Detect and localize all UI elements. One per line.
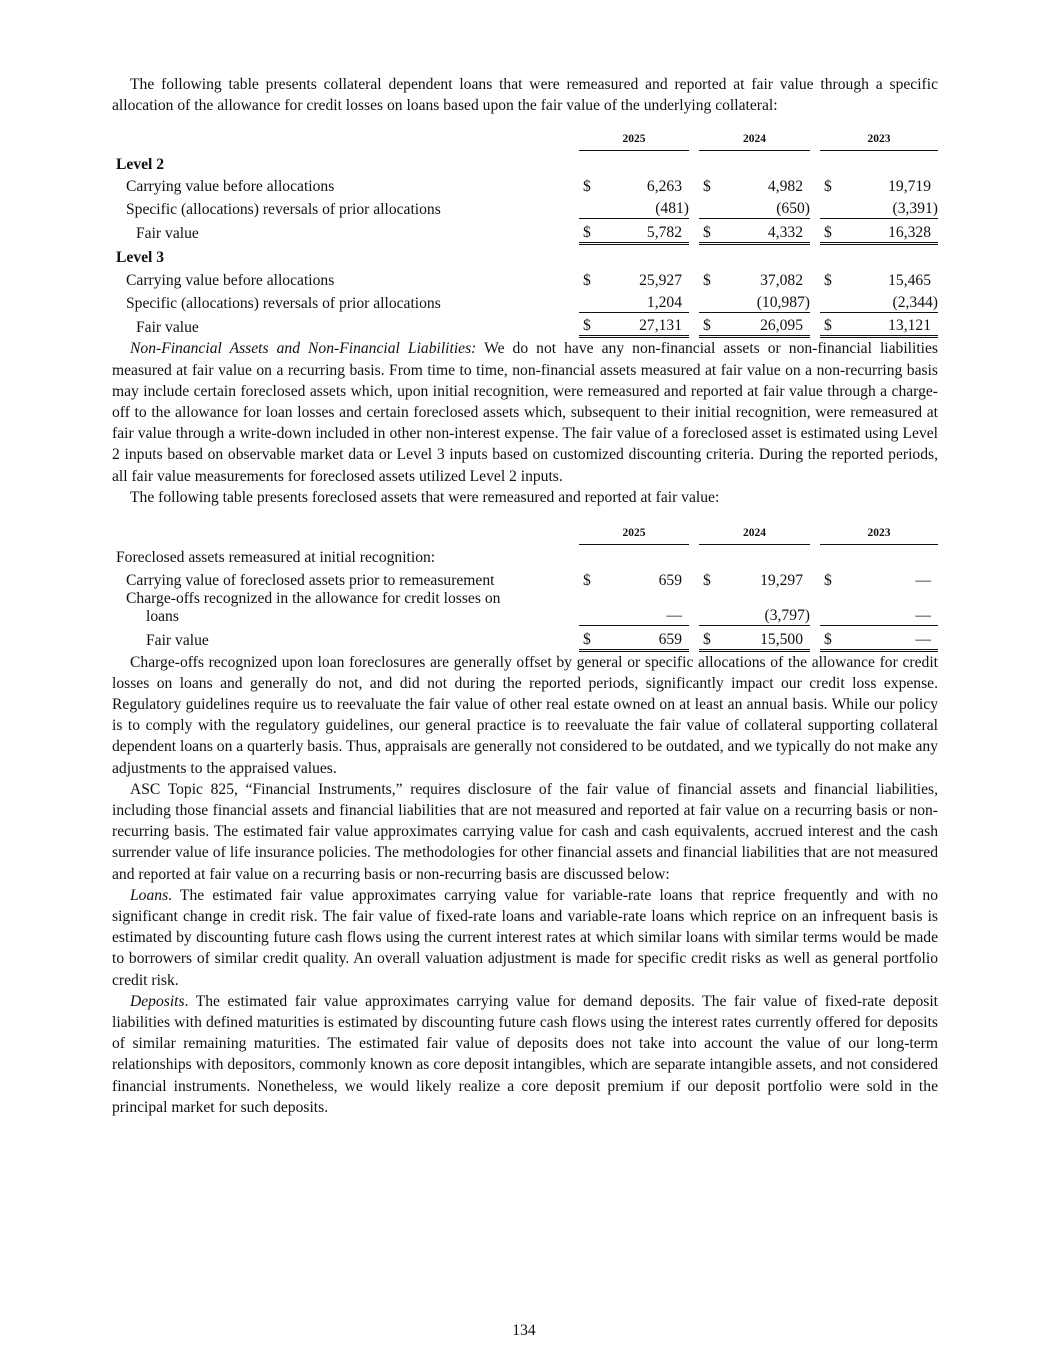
- table-cell: 15,465: [888, 271, 931, 289]
- currency-symbol: $: [824, 178, 832, 196]
- currency-symbol: $: [820, 219, 835, 243]
- currency-symbol: $: [583, 178, 591, 196]
- asc-topic-paragraph: ASC Topic 825, “Financial Instruments,” requires disclosure of the fair value of financial assets and financial liabilities, including those financial assets and financial liabilities that are not measured and reported at fair value on a recurring basis or non-recurring basis. The estimated fair value approximates carrying value for cash and cash equivalents, accrued interest and the cash surrender value of life insurance policies. The methodologies for other financial assets and financial liabilities that are not measured and reported at fair value on a recurring basis or non-recurring basis are discussed below:: [112, 780, 938, 883]
- table-cell: 16,328: [835, 219, 938, 243]
- table-cell: 5,782: [593, 219, 689, 243]
- document-page: [112, 74, 938, 1118]
- non-financial-heading: Non-Financial Assets and Non-Financial Liabilities:: [130, 340, 477, 358]
- table-cell: 1,204: [593, 290, 689, 313]
- chargeoff-label-line-1: Charge-offs recognized in the allowance for credit losses on: [126, 589, 501, 607]
- level-2-heading: Level 2: [116, 155, 165, 173]
- currency-symbol: $: [699, 313, 714, 337]
- loans-text: . The estimated fair value approximates carrying value for variable-rate loans that reprice frequently and with no significant change in credit risk. The fair value of fixed-rate loans and variable-rate loans which reprice on an infrequent basis is estimated by discounting future cash flows using the current interest rates at which similar loans with similar terms would be made to borrowers of similar credit quality. An overall valuation adjustment is made for specific credit risks as well as general portfolio credit risk.: [112, 886, 938, 989]
- table-cell: 19,297: [760, 571, 803, 589]
- chargeoff-label-line-2: loans: [146, 607, 179, 625]
- non-financial-paragraph: [112, 338, 938, 486]
- table-cell: 26,095: [714, 313, 810, 337]
- year-header: 2023: [820, 128, 938, 150]
- row-label: Carrying value of foreclosed assets prior to remeasurement: [126, 571, 495, 589]
- table-cell: (2,344): [835, 290, 938, 313]
- table-cell: 15,500: [714, 626, 810, 650]
- table-cell: 13,121: [835, 313, 938, 337]
- row-label: Fair value: [146, 632, 209, 650]
- currency-symbol: $: [703, 571, 711, 589]
- table-cell: 25,927: [639, 271, 682, 289]
- deposits-paragraph: [112, 991, 938, 1118]
- table-cell: 659: [658, 571, 682, 589]
- table-cell: —: [593, 590, 689, 626]
- row-label: [112, 590, 579, 626]
- intro-paragraph-1: The following table presents collateral dependent loans that were remeasured and reported at fair value through a specific allocation of the allowance for credit losses on loans based upon the fair value of the underlying collateral:: [112, 76, 938, 115]
- table-cell: 4,982: [767, 178, 803, 196]
- currency-symbol: $: [699, 626, 714, 650]
- section-label: Foreclosed assets remeasured at initial recognition:: [116, 549, 436, 567]
- collateral-dependent-loans-table: [112, 128, 938, 338]
- level-3-heading: Level 3: [116, 249, 165, 267]
- loans-heading: Loans: [130, 886, 169, 904]
- row-label: Specific (allocations) reversals of prior allocations: [126, 200, 441, 218]
- loans-paragraph: [112, 885, 938, 991]
- table-cell: 27,131: [593, 313, 689, 337]
- table-cell: 4,332: [714, 219, 810, 243]
- table-cell: 6,263: [646, 178, 682, 196]
- table-cell: —: [835, 590, 938, 626]
- table-cell: —: [835, 626, 938, 650]
- table-cell: 37,082: [760, 271, 803, 289]
- currency-symbol: $: [579, 626, 593, 650]
- currency-symbol: $: [703, 178, 711, 196]
- currency-symbol: $: [824, 271, 832, 289]
- currency-symbol: $: [583, 271, 591, 289]
- currency-symbol: $: [579, 313, 593, 337]
- table-cell: —: [915, 571, 931, 589]
- table-cell: 19,719: [888, 178, 931, 196]
- intro-paragraph-2: The following table presents foreclosed assets that were remeasured and reported at fair value:: [130, 488, 720, 506]
- row-label: Carrying value before allocations: [126, 178, 335, 196]
- row-label: Carrying value before allocations: [126, 271, 335, 289]
- row-label: Specific (allocations) reversals of prior allocations: [126, 294, 441, 312]
- deposits-text: . The estimated fair value approximates carrying value for demand deposits. The fair value of fixed-rate deposit liabilities with defined maturities is estimated by discounting future cash flows using the interest rates currently offered for deposits of similar remaining maturities. The estimated fair value of deposits does not take into account the value of our long-term relationships with depositors, commonly known as core deposit intangibles, which are separate intangible assets, and not considered financial instruments. Nonetheless, we would likely realize a core deposit premium if our deposit portfolio were sold in the principal market for such deposits.: [112, 992, 938, 1116]
- foreclosed-assets-table: [112, 522, 938, 652]
- row-label: Fair value: [136, 225, 199, 243]
- year-header: 2023: [820, 522, 938, 544]
- chargeoffs-paragraph: Charge-offs recognized upon loan foreclosures are generally offset by general or specific allocations of the allowance for credit losses on loans and generally do not, and did not during the reported periods, significantly impact our credit loss expense. Regulatory guidelines require us to reevaluate the fair value of other real estate owned on at least an annual basis. While our policy is to comply with the regulatory guidelines, our general practice is to reevaluate the fair value of collateral supporting collateral dependent loans on a quarterly basis. Thus, appraisals are generally not considered to be outdated, and we typically do not make any adjustments to the appraised values.: [112, 653, 938, 777]
- currency-symbol: $: [579, 219, 593, 243]
- table-cell: 659: [593, 626, 689, 650]
- year-header: 2024: [699, 522, 810, 544]
- row-label: Fair value: [136, 318, 199, 336]
- currency-symbol: $: [820, 313, 835, 337]
- table-cell: (3,391): [835, 196, 938, 219]
- currency-symbol: $: [583, 571, 591, 589]
- year-header: 2025: [579, 522, 689, 544]
- year-header: 2025: [579, 128, 689, 150]
- year-header: 2024: [699, 128, 810, 150]
- currency-symbol: $: [699, 219, 714, 243]
- deposits-heading: Deposits: [130, 992, 185, 1010]
- currency-symbol: $: [703, 271, 711, 289]
- page-number: 134: [512, 1322, 536, 1339]
- table-cell: (650): [714, 196, 810, 219]
- non-financial-text: We do not have any non-financial assets or non-financial liabilities measured at fair value on a recurring basis. From time to time, non-financial assets measured at fair value on a non-recurring basis may include certain foreclosed assets which, upon initial recognition, were remeasured and reported at fair value through a charge-off to the allowance for loan losses and certain foreclosed assets which, subsequent to their initial recognition, were remeasured at fair value through a write-down included in other non-interest expense. The fair value of a foreclosed asset is estimated using Level 2 inputs based on observable market data or Level 3 inputs based on customized discounting criteria. During the reported periods, all fair value measurements for foreclosed assets utilized Level 2 inputs.: [112, 340, 938, 485]
- currency-symbol: $: [820, 626, 835, 650]
- currency-symbol: $: [824, 571, 832, 589]
- table-cell: (3,797): [714, 590, 810, 626]
- table-cell: (481): [593, 196, 689, 219]
- table-cell: (10,987): [714, 290, 810, 313]
